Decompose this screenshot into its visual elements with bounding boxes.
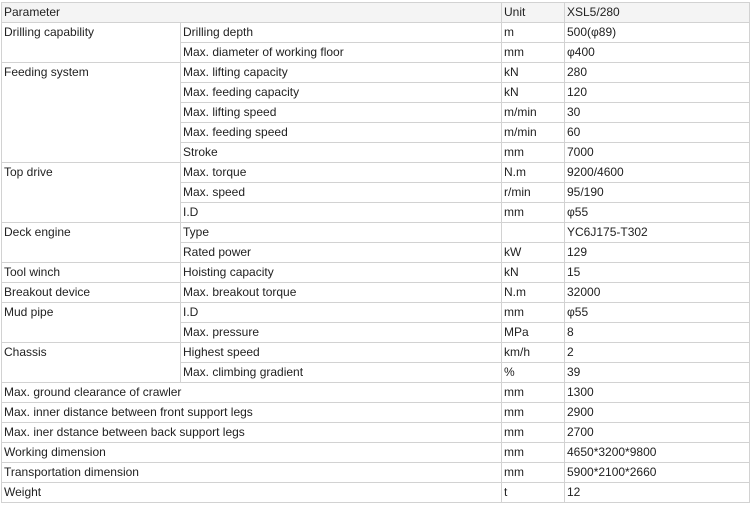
parameter-name: I.D [181,203,502,223]
value-cell: 12 [565,483,750,503]
parameter-name: Max. diameter of working floor [181,43,502,63]
unit-cell: m [502,23,565,43]
table-row [2,263,750,283]
parameter-name: Rated power [181,243,502,263]
value-cell: 500(φ89) [565,23,750,43]
unit-cell: mm [502,143,565,163]
header-model: XSL5/280 [565,3,750,23]
table-row [2,223,750,243]
unit-cell: mm [502,463,565,483]
table-row [2,483,750,503]
group-label: Mud pipe [2,303,181,343]
unit-cell: r/min [502,183,565,203]
unit-cell: kN [502,263,565,283]
parameter-name: Max. speed [181,183,502,203]
value-cell: 129 [565,243,750,263]
group-label: Breakout device [2,283,181,303]
unit-cell: N.m [502,163,565,183]
value-cell: φ55 [565,203,750,223]
value-cell: 8 [565,323,750,343]
parameter-name: Drilling depth [181,23,502,43]
value-cell: 2 [565,343,750,363]
group-label: Top drive [2,163,181,223]
group-label: Tool winch [2,263,181,283]
parameter-name: Max. lifting capacity [181,63,502,83]
header-parameter: Parameter [2,3,502,23]
group-label: Chassis [2,343,181,383]
value-cell: 7000 [565,143,750,163]
table-row [2,463,750,483]
parameter-name: I.D [181,303,502,323]
unit-cell: mm [502,303,565,323]
parameter-name: Max. climbing gradient [181,363,502,383]
unit-cell: % [502,363,565,383]
unit-cell: mm [502,423,565,443]
parameter-label: Max. iner dstance between back support legs [2,423,502,443]
parameter-label: Transportation dimension [2,463,502,483]
parameter-label: Max. ground clearance of crawler [2,383,502,403]
unit-cell: kN [502,83,565,103]
unit-cell: mm [502,403,565,423]
spec-table-body [2,3,750,503]
parameter-name: Max. pressure [181,323,502,343]
parameter-name: Highest speed [181,343,502,363]
value-cell: 9200/4600 [565,163,750,183]
table-row [2,303,750,323]
value-cell: 60 [565,123,750,143]
value-cell: 39 [565,363,750,383]
group-label: Deck engine [2,223,181,263]
unit-cell: m/min [502,103,565,123]
parameter-label: Max. inner distance between front support legs [2,403,502,423]
parameter-name: Max. lifting speed [181,103,502,123]
table-row [2,63,750,83]
parameter-name: Max. torque [181,163,502,183]
value-cell: 1300 [565,383,750,403]
table-row [2,383,750,403]
unit-cell: N.m [502,283,565,303]
parameter-name: Max. feeding speed [181,123,502,143]
header-row [2,3,750,23]
table-row [2,423,750,443]
value-cell: 2900 [565,403,750,423]
group-label: Feeding system [2,63,181,163]
table-row [2,443,750,463]
unit-cell: kW [502,243,565,263]
unit-cell: MPa [502,323,565,343]
parameter-name: Hoisting capacity [181,263,502,283]
parameter-label: Working dimension [2,443,502,463]
unit-cell: mm [502,43,565,63]
value-cell: 15 [565,263,750,283]
table-row [2,163,750,183]
unit-cell [502,223,565,243]
value-cell: φ55 [565,303,750,323]
table-row [2,23,750,43]
table-row [2,283,750,303]
unit-cell: mm [502,383,565,403]
table-row [2,403,750,423]
parameter-name: Type [181,223,502,243]
value-cell: 32000 [565,283,750,303]
group-label: Drilling capability [2,23,181,63]
value-cell: φ400 [565,43,750,63]
unit-cell: mm [502,203,565,223]
parameter-name: Stroke [181,143,502,163]
value-cell: 120 [565,83,750,103]
unit-cell: kN [502,63,565,83]
value-cell: 95/190 [565,183,750,203]
parameter-label: Weight [2,483,502,503]
value-cell: 5900*2100*2660 [565,463,750,483]
value-cell: 4650*3200*9800 [565,443,750,463]
value-cell: YC6J175-T302 [565,223,750,243]
unit-cell: mm [502,443,565,463]
header-unit: Unit [502,3,565,23]
unit-cell: m/min [502,123,565,143]
table-row [2,343,750,363]
unit-cell: km/h [502,343,565,363]
spec-table [1,2,750,503]
value-cell: 30 [565,103,750,123]
value-cell: 2700 [565,423,750,443]
value-cell: 280 [565,63,750,83]
parameter-name: Max. breakout torque [181,283,502,303]
unit-cell: t [502,483,565,503]
parameter-name: Max. feeding capacity [181,83,502,103]
